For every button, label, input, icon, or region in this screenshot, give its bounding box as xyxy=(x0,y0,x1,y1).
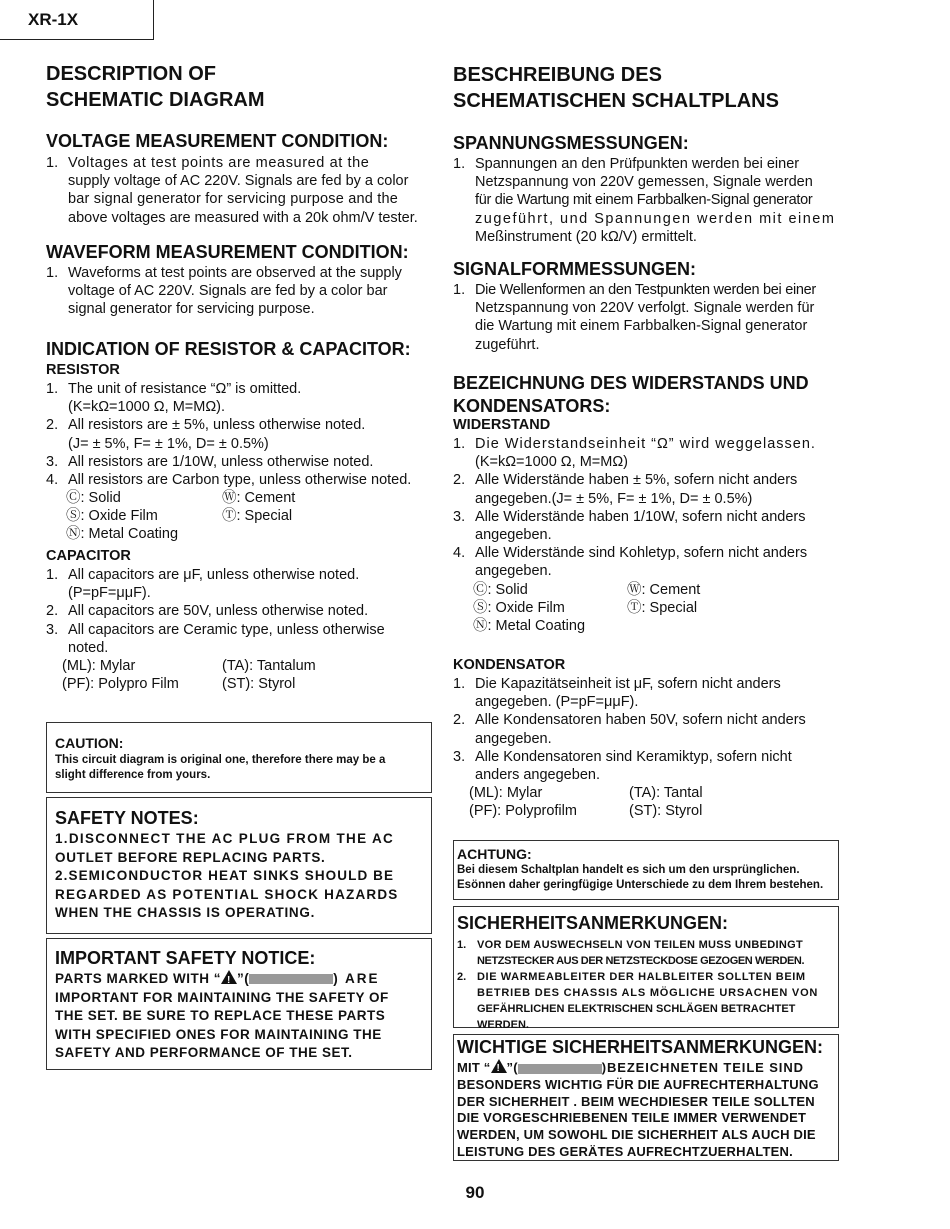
list-item xyxy=(453,508,839,544)
resistor-heading-de: WIDERSTAND xyxy=(453,417,551,433)
item-line: Netzspannung von 220V verfolgt. Signale werden für xyxy=(475,300,815,317)
item-line: angegeben.(J= ± 5%, F= ± 1%, D= ± 0.5%) xyxy=(475,490,753,507)
title-line: SCHEMATISCHEN SCHALTPLANS xyxy=(453,90,779,112)
item-line: WERDEN. xyxy=(477,1019,529,1031)
type-polyprofilm: (PF): Polyprofilm xyxy=(469,803,577,820)
sicherheit-title: SICHERHEITSANMERKUNGEN: xyxy=(457,913,729,933)
shaded-marker xyxy=(249,974,333,984)
list-item xyxy=(46,566,432,602)
capacitor-heading-de: KONDENSATOR xyxy=(453,657,566,673)
important-line: WITH SPECIFIED ONES FOR MAINTAINING THE xyxy=(55,1026,382,1042)
text-part: )BEZEICHNETEN TEILE SIND xyxy=(601,1060,804,1075)
item-line: zugeführt, und Spannungen werden mit einem xyxy=(475,210,836,227)
list-item xyxy=(453,471,839,507)
title-line: DESCRIPTION OF xyxy=(46,63,217,85)
caution-line: This circuit diagram is original one, therefore there may be a xyxy=(55,754,386,766)
item-line: voltage of AC 220V. Signals are fed by a color bar xyxy=(68,283,388,300)
item-line: NETZSTECKER AUS DER NETZSTECKDOSE GEZOGEN WERDEN. xyxy=(477,955,805,967)
safety-text xyxy=(55,830,425,923)
item-line: All resistors are 1/10W, unless otherwise noted. xyxy=(68,453,374,470)
item-line: (J= ± 5%, F= ± 1%, D= ± 0.5%) xyxy=(68,435,269,452)
list-item xyxy=(46,416,432,452)
capacitor-list xyxy=(46,566,432,695)
voltage-heading: VOLTAGE MEASUREMENT CONDITION: xyxy=(46,131,389,151)
type-metal-coating: Ⓝ: Metal Coating xyxy=(473,617,586,634)
item-line: Alle Kondensatoren sind Keramiktyp, sofern nicht xyxy=(475,748,792,765)
item-number: 3. xyxy=(46,621,59,638)
list-item xyxy=(46,621,432,657)
resistor-types-de xyxy=(453,581,839,636)
item-line: BETRIEB DES CHASSIS ALS MÖGLICHE URSACHEN VON xyxy=(477,987,819,999)
wichtige-line: LEISTUNG DES GERÄTES AUFRECHTZUERHALTEN. xyxy=(457,1143,793,1159)
list-item xyxy=(453,155,839,246)
item-number: 1. xyxy=(453,156,466,172)
wichtige-first-line xyxy=(457,1059,832,1077)
item-line: supply voltage of AC 220V. Signals are fed by a color xyxy=(68,173,409,190)
list-item xyxy=(46,154,432,227)
item-line: DIE WARMEABLEITER DER HALBLEITER SOLLTEN BEIM xyxy=(477,971,806,983)
important-title: IMPORTANT SAFETY NOTICE: xyxy=(55,948,316,968)
waveform-heading: WAVEFORM MEASUREMENT CONDITION: xyxy=(46,242,409,262)
voltage-list-de xyxy=(453,155,839,246)
safety-line: WHEN THE CHASSIS IS OPERATING. xyxy=(55,905,316,921)
indication-heading: INDICATION OF RESISTOR & CAPACITOR: xyxy=(46,339,411,359)
achtung-title: ACHTUNG: xyxy=(457,846,532,862)
item-number: 1. xyxy=(453,676,466,692)
type-metal-coating: Ⓝ: Metal Coating xyxy=(66,526,179,543)
safety-notes-box xyxy=(46,797,432,934)
type-tantal: (TA): Tantal xyxy=(629,785,703,802)
important-text xyxy=(55,970,425,1063)
list-item xyxy=(457,969,832,1033)
item-line: angegeben. xyxy=(475,563,552,580)
capacitor-list-de xyxy=(453,675,839,822)
wichtige-box xyxy=(453,1034,839,1161)
wichtige-text xyxy=(457,1059,832,1161)
list-item xyxy=(46,380,432,416)
safety-line: 2.SEMICONDUCTOR HEAT SINKS SHOULD BE xyxy=(55,868,395,884)
item-line: Meßinstrument (20 kΩ/V) ermittelt. xyxy=(475,228,697,245)
item-line: Alle Widerstände sind Kohletyp, sofern nicht anders xyxy=(475,545,808,562)
item-number: 1. xyxy=(457,939,467,951)
item-line: angegeben. xyxy=(475,730,552,747)
important-notice-box xyxy=(46,938,432,1070)
type-tantalum: (TA): Tantalum xyxy=(222,658,316,675)
voltage-list xyxy=(46,154,432,227)
item-line: Netzspannung von 220V gemessen, Signale werden xyxy=(475,174,813,191)
item-line: above voltages are measured with a 20k ohm/V tester. xyxy=(68,209,418,226)
page-title xyxy=(46,61,265,113)
heading-line: KONDENSATORS: xyxy=(453,396,611,416)
waveform-list-de xyxy=(453,281,839,354)
item-line: zugeführt. xyxy=(475,336,540,353)
title-line: SCHEMATIC DIAGRAM xyxy=(46,89,265,111)
type-styrol: (ST): Styrol xyxy=(222,676,296,693)
item-line: All capacitors are 50V, unless otherwise noted. xyxy=(68,603,369,620)
item-line: Alle Widerstände haben 1/10W, sofern nicht anders xyxy=(475,508,806,525)
wichtige-line: DER SICHERHEIT . BEIM WECHDIESER TEILE SOLLTEN xyxy=(457,1093,815,1109)
wichtige-title: WICHTIGE SICHERHEITSANMERKUNGEN: xyxy=(457,1037,824,1057)
achtung-box xyxy=(453,840,839,900)
safety-line: REGARDED AS POTENTIAL SHOCK HAZARDS xyxy=(55,886,399,902)
list-item xyxy=(453,281,839,354)
page-number: 90 xyxy=(465,1183,485,1202)
item-line: All capacitors are Ceramic type, unless otherwise xyxy=(68,621,385,638)
type-styrol: (ST): Styrol xyxy=(629,803,703,820)
caution-title: CAUTION: xyxy=(55,735,124,751)
safety-line: 1.DISCONNECT THE AC PLUG FROM THE AC xyxy=(55,831,395,846)
type-cement: Ⓦ: Cement xyxy=(627,581,701,598)
item-number: 2. xyxy=(453,712,466,729)
item-line: die Wartung mit einem Farbbalken-Signal generator xyxy=(475,318,808,335)
type-cement: Ⓦ: Cement xyxy=(222,490,296,507)
model-name: XR-1X xyxy=(28,10,79,29)
heading-line: BEZEICHNUNG DES WIDERSTANDS UND xyxy=(453,373,809,393)
caution-box xyxy=(46,722,432,793)
item-line: angegeben. (P=pF=μμF). xyxy=(475,694,639,711)
important-line: IMPORTANT FOR MAINTAINING THE SAFETY OF xyxy=(55,989,389,1005)
item-line: VOR DEM AUSWECHSELN VON TEILEN MUSS UNBEDINGT xyxy=(477,939,803,951)
item-line: angegeben. xyxy=(475,527,552,544)
title-line: BESCHREIBUNG DES xyxy=(453,64,662,86)
type-polypro: (PF): Polypro Film xyxy=(62,676,179,693)
item-line: The unit of resistance “Ω” is omitted. xyxy=(68,381,302,397)
type-oxide-film: Ⓢ: Oxide Film xyxy=(473,599,565,616)
item-line: All capacitors are μF, unless otherwise noted. xyxy=(68,567,360,583)
list-item xyxy=(453,544,839,580)
type-oxide-film: Ⓢ: Oxide Film xyxy=(66,508,158,525)
sicherheit-text xyxy=(457,937,832,1033)
sicherheit-box xyxy=(453,906,839,1031)
item-line: signal generator for servicing purpose. xyxy=(68,301,315,318)
item-line: Alle Widerstände haben ± 5%, sofern nicht anders xyxy=(475,472,798,489)
item-number: 3. xyxy=(453,748,466,765)
list-item xyxy=(453,435,839,471)
item-line: GEFÄHRLICHEN ELEKTRISCHEN SCHLÄGEN BETRACHTET xyxy=(477,1003,796,1015)
item-line: für die Wartung mit einem Farbbalken-Signal generator xyxy=(475,192,813,209)
item-line: Waveforms at test points are observed at the supply xyxy=(68,265,402,281)
safety-title: SAFETY NOTES: xyxy=(55,808,199,828)
item-line: (K=kΩ=1000 Ω, M=MΩ). xyxy=(68,399,226,416)
item-line: Alle Kondensatoren haben 50V, sofern nicht anders xyxy=(475,712,806,729)
type-solid: Ⓒ: Solid xyxy=(66,490,121,507)
item-line: bar signal generator for servicing purpose and the xyxy=(68,191,398,208)
item-number: 4. xyxy=(453,545,466,562)
type-mylar: (ML): Mylar xyxy=(469,785,543,802)
type-special: Ⓣ: Special xyxy=(627,599,698,616)
indication-heading-de xyxy=(453,372,809,418)
important-first-line xyxy=(55,970,425,989)
important-line: THE SET. BE SURE TO REPLACE THESE PARTS xyxy=(55,1008,386,1024)
caution-text xyxy=(55,753,425,783)
item-line: Die Widerstandseinheit “Ω” wird weggelassen. xyxy=(475,436,816,452)
achtung-line: Esönnen daher geringfügige Unterschiede zu dem Ihrem bestehen. xyxy=(457,879,824,891)
item-number: 2. xyxy=(46,603,59,620)
item-number: 1. xyxy=(453,282,466,298)
list-item xyxy=(453,748,839,784)
warning-triangle-icon xyxy=(491,1059,507,1073)
text-part: ) ARE xyxy=(333,971,380,986)
item-line: All resistors are ± 5%, unless otherwise noted. xyxy=(68,417,366,434)
item-number: 1. xyxy=(46,567,59,583)
page-title-de xyxy=(453,62,779,114)
wichtige-line: BESONDERS WICHTIG FÜR DIE AUFRECHTERHALTUNG xyxy=(457,1076,819,1092)
item-number: 3. xyxy=(453,508,466,525)
item-number: 2. xyxy=(453,472,466,489)
item-number: 1. xyxy=(46,381,59,397)
model-tab xyxy=(0,0,154,40)
item-number: 1. xyxy=(46,155,59,171)
type-mylar: (ML): Mylar xyxy=(62,658,136,675)
item-line: Spannungen an den Prüfpunkten werden bei einer xyxy=(475,156,800,172)
list-item xyxy=(46,602,432,620)
item-number: 2. xyxy=(457,971,467,983)
item-line: (P=pF=μμF). xyxy=(68,585,151,602)
voltage-heading-de: SPANNUNGSMESSUNGEN: xyxy=(453,133,689,153)
resistor-types xyxy=(46,489,432,544)
text-part: ”( xyxy=(506,1060,518,1075)
item-number: 1. xyxy=(453,436,466,452)
safety-line: OUTLET BEFORE REPLACING PARTS. xyxy=(55,849,326,865)
item-line: Die Kapazitätseinheit ist μF, sofern nicht anders xyxy=(475,676,781,692)
list-item xyxy=(46,453,432,471)
type-solid: Ⓒ: Solid xyxy=(473,581,528,598)
capacitor-types xyxy=(46,657,432,695)
list-item xyxy=(453,711,839,747)
warning-triangle-icon xyxy=(221,970,237,984)
item-line: Die Wellenformen an den Testpunkten werden bei einer xyxy=(475,282,816,298)
waveform-heading-de: SIGNALFORMMESSUNGEN: xyxy=(453,259,696,279)
item-line: All resistors are Carbon type, unless otherwise noted. xyxy=(68,472,412,489)
item-number: 2. xyxy=(46,417,59,434)
achtung-text xyxy=(457,863,832,893)
waveform-list xyxy=(46,264,432,319)
important-line: SAFETY AND PERFORMANCE OF THE SET. xyxy=(55,1045,353,1061)
item-number: 4. xyxy=(46,472,59,489)
wichtige-line: DIE VORGESCHRIEBENEN TEILE IMMER VERWENDET xyxy=(457,1110,807,1126)
wichtige-line: WERDEN, UM SOWOHL DIE SICHERHEIT ALS AUCH DIE xyxy=(457,1127,816,1143)
item-line: (K=kΩ=1000 Ω, M=MΩ) xyxy=(475,454,629,471)
text-part: MIT “ xyxy=(457,1060,491,1075)
achtung-line: Bei diesem Schaltplan handelt es sich um den ursprünglichen. xyxy=(457,864,800,876)
caution-line: slight difference from yours. xyxy=(55,769,211,781)
item-line: Voltages at test points are measured at the xyxy=(68,155,370,171)
item-line: noted. xyxy=(68,639,109,656)
list-item xyxy=(46,264,432,319)
shaded-marker xyxy=(518,1064,602,1074)
resistor-list xyxy=(46,380,432,544)
capacitor-heading: CAPACITOR xyxy=(46,548,131,564)
list-item xyxy=(457,937,832,969)
list-item xyxy=(453,675,839,711)
type-special: Ⓣ: Special xyxy=(222,508,293,525)
resistor-heading: RESISTOR xyxy=(46,362,120,378)
text-part: ”( xyxy=(237,971,250,986)
text-part: PARTS MARKED WITH “ xyxy=(55,971,221,986)
list-item xyxy=(46,471,432,489)
item-number: 1. xyxy=(46,265,59,281)
resistor-list-de xyxy=(453,435,839,636)
item-line: anders angegeben. xyxy=(475,767,600,784)
capacitor-types-de xyxy=(453,784,839,822)
item-number: 3. xyxy=(46,453,59,470)
